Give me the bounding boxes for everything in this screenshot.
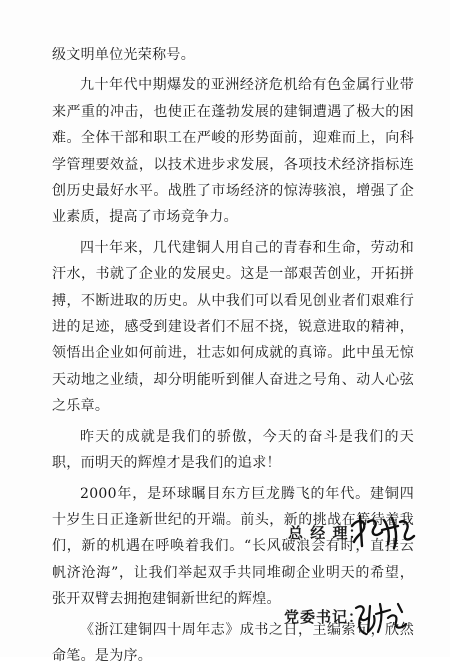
- signature-row-party-secretary: [284, 558, 428, 626]
- handwritten-signature-party-secretary: [352, 598, 412, 638]
- paragraph: 四十年来，几代建铜人用自己的青春和生命，劳动和汗水，书就了企业的发展史。这是一部艰苦创业，开拓拼搏，不断进取的历史。从中我们可以看见创业者们艰难行进的足迹，感受到建设者们不屈不挠，锐意进取的精神，领悟出企业如何前进，壮志如何成就的真谛。此中虽无惊天动地之业绩，却分明能听到催人奋进之号角、动人心弦之乐章。: [52, 239, 414, 415]
- paragraph: 九十年代中期爆发的亚洲经济危机给有色金属行业带来严重的冲击，也使正在蓬勃发展的建铜遭遇了极大的困难。全体干部和职工在严峻的形势面前，迎难而上，向科学管理要效益，以技术进步求发展，各项技术经济指标连创历史最好水平。战胜了市场经济的惊涛骇浪，增强了企业素质，提高了市场竞争力。: [52, 77, 414, 226]
- paragraph: 《浙江建铜四十周年志》成书之日，主编索句，欣然命笔。是为序。: [52, 621, 414, 664]
- paragraph: 2000年，是环球瞩目东方巨龙腾飞的年代。建铜四十岁生日正逢新世纪的开端。前头，新的挑战在等待着我们，新的机遇在呼唤着我们。“长风破浪会有时，直挂云帆济沧海”，让我们举起双手共同堆砌企业明天的希望，张开双臂去拥抱建铜新世纪的辉煌。: [52, 485, 414, 608]
- signature-label-general-manager: 总 经 理：: [288, 524, 365, 542]
- handwritten-signature-general-manager: [348, 512, 418, 552]
- paragraph: 级文明单位光荣称号。: [52, 47, 195, 63]
- signature-block: [284, 512, 428, 626]
- signature-row-general-manager: [288, 512, 428, 558]
- signature-label-party-secretary: 党委书记：: [284, 608, 365, 626]
- paragraph: 昨天的成就是我们的骄傲，今天的奋斗是我们的天职，而明天的辉煌才是我们的追求！: [52, 428, 414, 472]
